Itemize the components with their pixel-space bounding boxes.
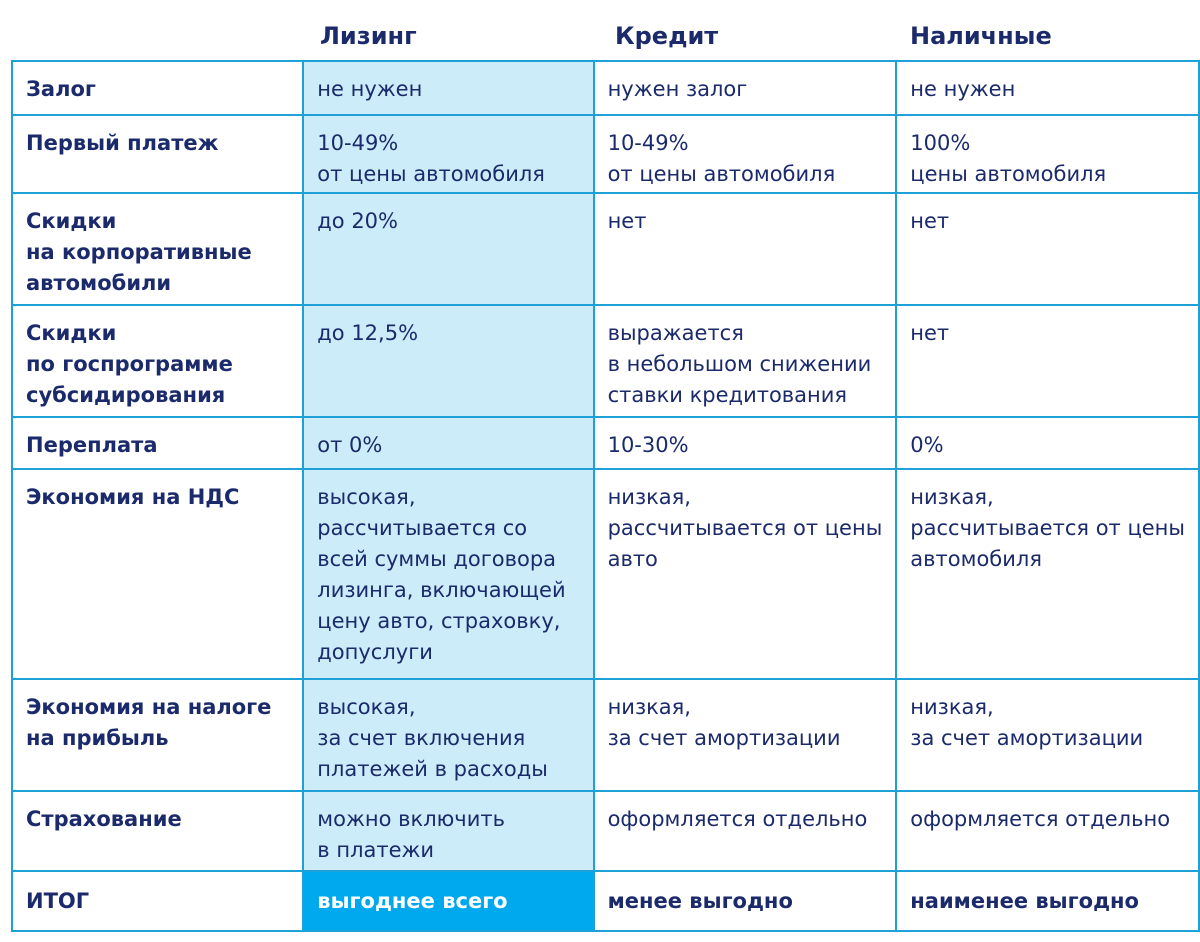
cell-text-line: автомобиля	[910, 547, 1042, 571]
cell-text-line: нужен залог	[607, 77, 748, 101]
cell-text-line: Переплата	[26, 433, 158, 457]
cell-text-line: высокая,	[317, 695, 416, 719]
cell-leasing	[303, 193, 593, 305]
cell-credit	[594, 305, 897, 417]
cell-credit	[594, 417, 897, 469]
cell-text-line: оформляется отдельно	[910, 807, 1171, 831]
cell-text-line: от цены автомобиля	[317, 162, 545, 186]
cell-text-line: лизинга, включающей	[317, 578, 566, 602]
cell-text-line: менее выгодно	[607, 888, 793, 913]
cell-text-line: низкая,	[910, 695, 994, 719]
cell-cash	[896, 193, 1199, 305]
row-label	[12, 791, 303, 871]
cell-text-line: нет	[607, 209, 647, 233]
cell-text-line: цену авто, страховку,	[317, 609, 561, 633]
column-header-credit: Кредит	[615, 22, 719, 50]
cell-text-line: автомобили	[26, 271, 172, 295]
column-header-leasing: Лизинг	[320, 22, 417, 50]
cell-credit	[594, 871, 897, 931]
cell-leasing	[303, 871, 593, 931]
cell-text-line: 10-49%	[607, 131, 689, 155]
row-label	[12, 679, 303, 791]
table-row	[12, 469, 1199, 679]
table-row	[12, 679, 1199, 791]
cell-leasing	[303, 305, 593, 417]
cell-credit	[594, 115, 897, 193]
cell-text-line: от цены автомобиля	[607, 162, 836, 186]
cell-text-line: до 12,5%	[317, 321, 419, 345]
cell-cash	[896, 791, 1199, 871]
cell-leasing	[303, 115, 593, 193]
cell-text-line: Залог	[26, 77, 96, 101]
cell-text-line: 10-30%	[607, 433, 689, 457]
cell-text-line: нет	[910, 321, 950, 345]
row-label	[12, 61, 303, 115]
cell-cash	[896, 61, 1199, 115]
table-row-total	[12, 871, 1199, 931]
cell-text-line: на корпоративные	[26, 240, 252, 264]
cell-cash	[896, 115, 1199, 193]
cell-text-line: рассчитывается от цены	[607, 516, 883, 540]
table-row	[12, 417, 1199, 469]
cell-text-line: от 0%	[317, 433, 383, 457]
cell-text-line: оформляется отдельно	[607, 807, 868, 831]
cell-cash	[896, 871, 1199, 931]
cell-text-line: в небольшом снижении	[607, 352, 872, 376]
cell-text-line: ставки кредитования	[607, 383, 848, 407]
cell-text-line: Первый платеж	[26, 131, 219, 155]
cell-text-line: рассчитывается от цены	[910, 516, 1185, 540]
cell-text-line: всей суммы договора	[317, 547, 557, 571]
table-row	[12, 193, 1199, 305]
cell-text-line: низкая,	[910, 485, 994, 509]
cell-text-line: не нужен	[317, 77, 423, 101]
cell-text-line: цены автомобиля	[910, 162, 1107, 186]
cell-text-line: Страхование	[26, 807, 182, 831]
cell-text-line: рассчитывается со	[317, 516, 528, 540]
cell-cash	[896, 679, 1199, 791]
cell-text-line: за счет амортизации	[910, 726, 1144, 750]
cell-text-line: Скидки	[26, 321, 117, 345]
row-label	[12, 115, 303, 193]
row-label	[12, 417, 303, 469]
cell-text-line: субсидирования	[26, 383, 226, 407]
cell-text-line: за счет амортизации	[607, 726, 841, 750]
comparison-table-body	[12, 61, 1199, 931]
cell-leasing	[303, 791, 593, 871]
cell-text-line: низкая,	[607, 485, 691, 509]
cell-credit	[594, 791, 897, 871]
cell-text-line: Скидки	[26, 209, 117, 233]
cell-text-line: наименее выгодно	[910, 888, 1139, 913]
comparison-table	[11, 60, 1200, 932]
cell-text-line: Экономия на налоге	[26, 695, 272, 719]
cell-text-line: низкая,	[607, 695, 691, 719]
table-row	[12, 115, 1199, 193]
cell-text-line: не нужен	[910, 77, 1016, 101]
cell-text-line: можно включить	[317, 807, 505, 831]
row-label	[12, 871, 303, 931]
row-label	[12, 469, 303, 679]
cell-text-line: 0%	[910, 433, 944, 457]
cell-cash	[896, 305, 1199, 417]
cell-text-line: на прибыль	[26, 726, 169, 750]
table-row	[12, 61, 1199, 115]
row-label	[12, 193, 303, 305]
cell-text-line: 10-49%	[317, 131, 399, 155]
cell-text-line: 100%	[910, 131, 971, 155]
table-row	[12, 791, 1199, 871]
cell-cash	[896, 417, 1199, 469]
column-header-cash: Наличные	[910, 22, 1052, 50]
cell-text-line: высокая,	[317, 485, 416, 509]
cell-text-line: выражается	[607, 321, 744, 345]
cell-text-line: до 20%	[317, 209, 398, 233]
cell-text-line: ИТОГ	[26, 888, 90, 913]
cell-leasing	[303, 469, 593, 679]
cell-text-line: платежей в расходы	[317, 757, 548, 781]
cell-credit	[594, 193, 897, 305]
cell-text-line: за счет включения	[317, 726, 526, 750]
table-row	[12, 305, 1199, 417]
cell-text-line: нет	[910, 209, 950, 233]
cell-text-line: допуслуги	[317, 640, 433, 664]
cell-credit	[594, 469, 897, 679]
cell-leasing	[303, 679, 593, 791]
cell-leasing	[303, 417, 593, 469]
cell-text-line: авто	[607, 547, 658, 571]
cell-text-line: Экономия на НДС	[26, 485, 240, 509]
cell-text-line: выгоднее всего	[317, 888, 508, 913]
cell-credit	[594, 679, 897, 791]
cell-leasing	[303, 61, 593, 115]
cell-cash	[896, 469, 1199, 679]
cell-credit	[594, 61, 897, 115]
row-label	[12, 305, 303, 417]
cell-text-line: в платежи	[317, 838, 435, 862]
cell-text-line: по госпрограмме	[26, 352, 233, 376]
